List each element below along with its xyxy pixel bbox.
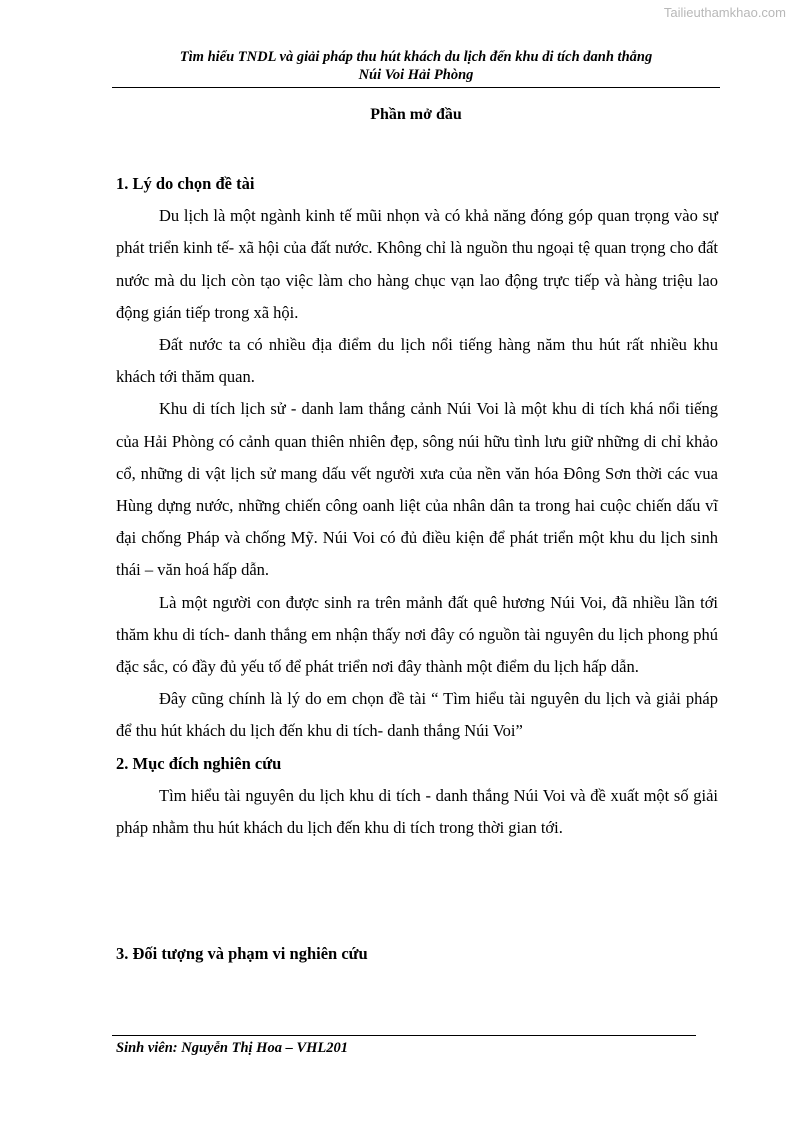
section-1-paragraph-3: Khu di tích lịch sử - danh lam thắng cảnh Núi Voi là một khu di tích khá nổi tiếng của Hải Phòng có cảnh quan thiên nhiên đẹp, sông núi hữu tình lưu giữ những di chỉ khảo cổ, những di vật lịch sử mang dấu vết người xưa của nền văn hóa Đông Sơn thời các vua Hùng dựng nước, những chiến công oanh liệt của nhân dân ta trong hai cuộc chiến dấu vĩ đại chống Pháp và chống Mỹ. Núi Voi có đủ điều kiện để phát triển một khu du lịch sinh thái – văn hoá hấp dẫn. bbox=[116, 399, 718, 580]
document-body bbox=[116, 168, 718, 844]
header-divider bbox=[112, 87, 720, 88]
section-2-heading: 2. Mục đích nghiên cứu bbox=[116, 753, 282, 773]
section-1-heading: 1. Lý do chọn đề tài bbox=[116, 174, 255, 193]
section-1-paragraph-1: Du lịch là một ngành kinh tế mũi nhọn và có khả năng đóng góp quan trọng vào sự phát triển kinh tế- xã hội của đất nước. Không chỉ là nguồn thu ngoại tệ quan trọng cho đất nước mà du lịch còn tạo việc làm cho hàng chục vạn lao động trực tiếp và hàng triệu lao động gián tiếp trong xã hội. bbox=[116, 206, 718, 322]
section-3-heading: 3. Đối tượng và phạm vi nghiên cứu bbox=[116, 944, 368, 963]
section-1-paragraph-2: Đất nước ta có nhiều địa điểm du lịch nổi tiếng hàng năm thu hút rất nhiều khu khách tới thăm quan. bbox=[116, 335, 718, 387]
running-header-line-1: Tìm hiểu TNDL và giải pháp thu hút khách du lịch đến khu di tích danh thắng bbox=[179, 49, 653, 65]
section-1-paragraph-4: Là một người con được sinh ra trên mảnh đất quê hương Núi Voi, đã nhiều lần tới thăm khu di tích- danh thắng em nhận thấy nơi đây có nguồn tài nguyên du lịch phong phú đặc sắc, có đầy đủ yếu tố để phát triển nơi đây thành một điểm du lịch hấp dẫn. bbox=[116, 592, 718, 677]
section-1-paragraph-5: Đây cũng chính là lý do em chọn đề tài “ Tìm hiểu tài nguyên du lịch và giải pháp để thu hút khách du lịch đến khu di tích- danh thắng Núi Voi” bbox=[116, 689, 718, 741]
page-footer: Sinh viên: Nguyễn Thị Hoa – VHL201 bbox=[116, 1040, 349, 1056]
section-2-paragraph-1: Tìm hiểu tài nguyên du lịch khu di tích - danh thắng Núi Voi và đề xuất một số giải pháp nhằm thu hút khách du lịch đến khu di tích trong thời gian tới. bbox=[116, 785, 718, 838]
footer-divider bbox=[112, 1035, 696, 1036]
running-header-line-2: Núi Voi Hải Phòng bbox=[358, 67, 474, 83]
section-3 bbox=[116, 938, 718, 970]
page-title: Phần mở đầu bbox=[370, 106, 462, 123]
watermark: Tailieuthamkhao.com bbox=[663, 5, 786, 20]
running-header bbox=[112, 48, 720, 84]
